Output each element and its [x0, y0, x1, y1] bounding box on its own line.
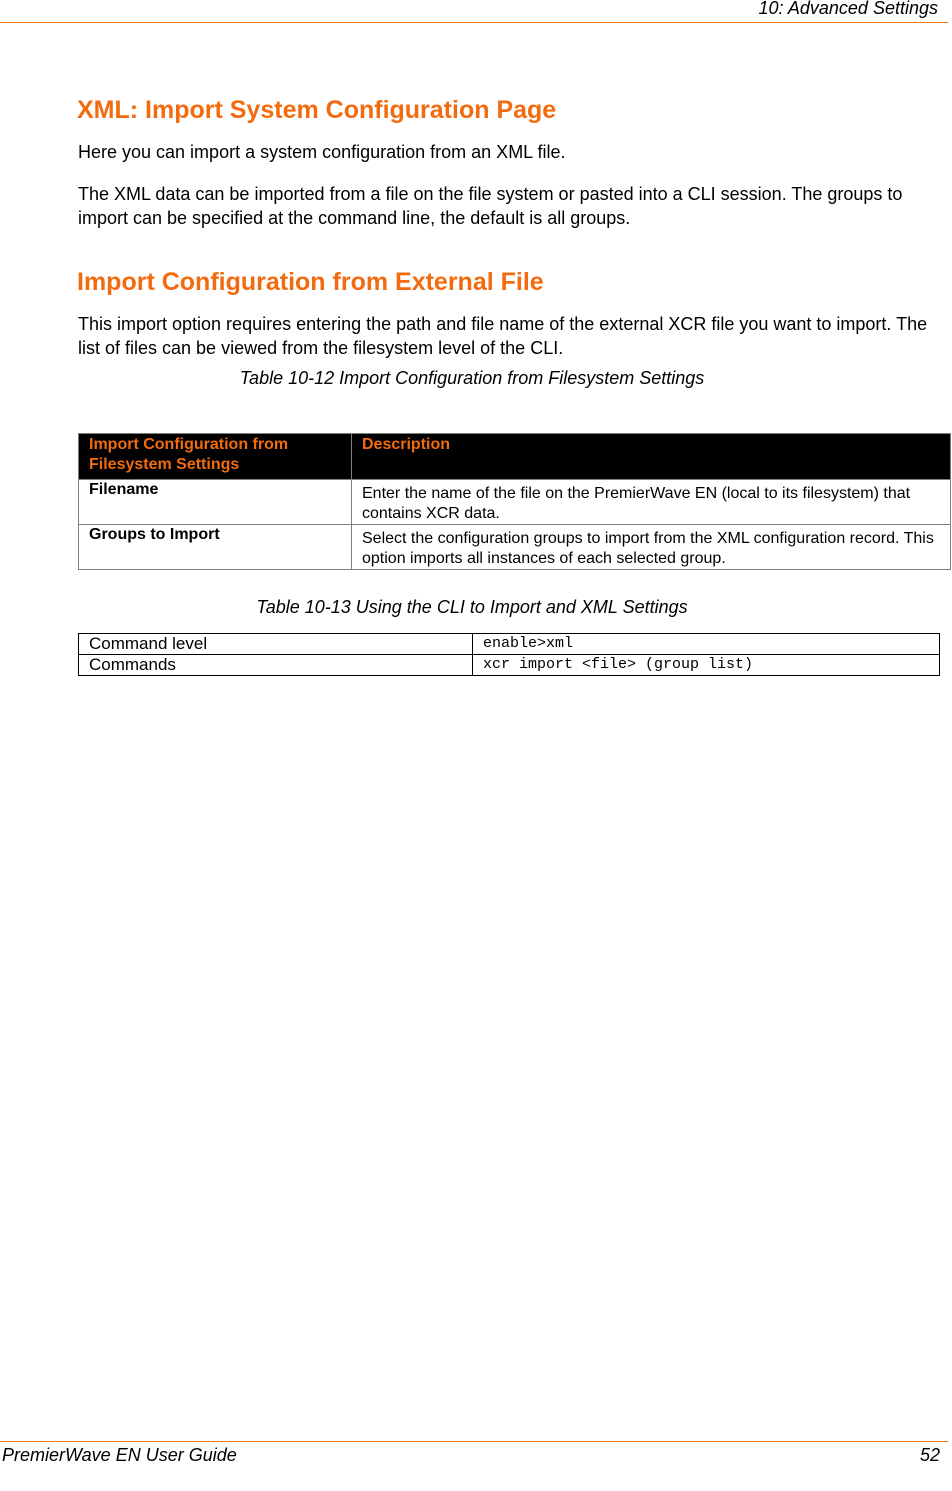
setting-description: Select the configuration groups to import from the XML configuration record. This option imports all instances of each selected group.: [352, 525, 951, 570]
setting-description: Enter the name of the file on the PremierWave EN (local to its filesystem) that contains XCR data.: [352, 480, 951, 525]
table-caption-10-13: Table 10-13 Using the CLI to Import and XML Settings: [256, 597, 688, 617]
column-header-description: Description: [352, 434, 951, 480]
command-level-value: enable>xml: [473, 634, 940, 655]
table-row: [79, 634, 940, 655]
xml-data-paragraph: The XML data can be imported from a file on the file system or pasted into a CLI session. The groups to import can be specified at the command line, the default is all groups.: [78, 184, 903, 228]
commands-label: Commands: [79, 655, 473, 676]
cli-import-table: [78, 633, 940, 676]
table-header-row: [79, 434, 951, 480]
guide-title: PremierWave EN User Guide: [2, 1445, 237, 1465]
footer-divider: [0, 1441, 948, 1442]
chapter-title: 10: Advanced Settings: [758, 0, 938, 18]
import-settings-table: [78, 433, 951, 570]
header-divider: [0, 22, 948, 23]
page-number: 52: [919, 1445, 940, 1465]
table-row: [79, 480, 951, 525]
setting-name: Filename: [79, 480, 352, 525]
setting-name: Groups to Import: [79, 525, 352, 570]
intro-paragraph: Here you can import a system configuration from an XML file.: [78, 142, 566, 162]
table-caption-10-12: Table 10-12 Import Configuration from Filesystem Settings: [239, 368, 705, 388]
column-header-setting: Import Configuration from Filesystem Settings: [79, 434, 352, 480]
section-heading-external-file: Import Configuration from External File: [77, 268, 544, 296]
command-level-label: Command level: [79, 634, 473, 655]
import-option-paragraph: This import option requires entering the path and file name of the external XCR file you want to import. The list of files can be viewed from the filesystem level of the CLI.: [78, 314, 928, 358]
table-row: [79, 655, 940, 676]
table-row: [79, 525, 951, 570]
commands-value: xcr import <file> (group list): [473, 655, 940, 676]
section-heading-xml-import: XML: Import System Configuration Page: [77, 96, 557, 124]
